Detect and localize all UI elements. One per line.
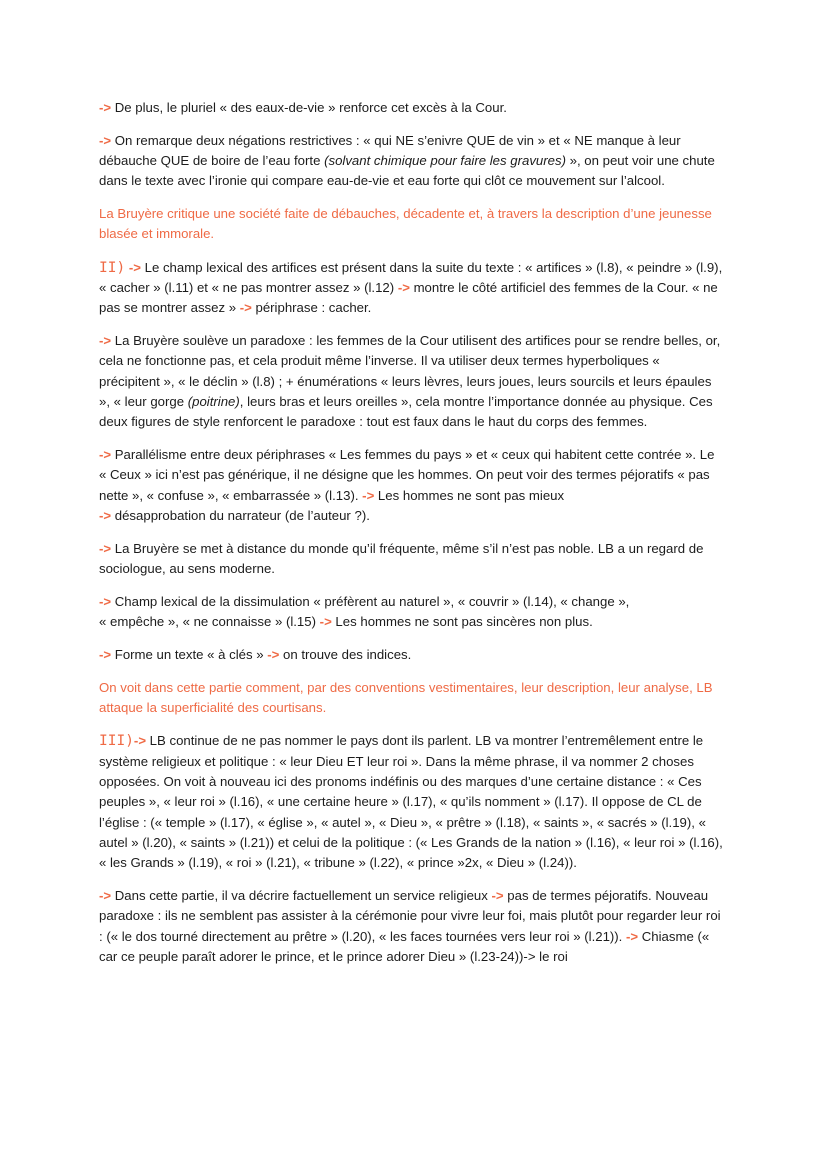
arrow-icon: -> xyxy=(362,487,375,503)
text-run: », on peut voir une chute dans le texte avec l’ironie qui compare eau-de-vie et eau forte qui clôt ce mouvement sur l’alcool. xyxy=(99,153,715,189)
text-run: LB continue de ne pas nommer le pays dont ils parlent. LB va montrer l’entremêlement entre le système religieux et politique : « leur Dieu ET leur roi ». Dans la même phrase, il va nommer 2 choses opposées. On voit à nouveau ici des pronoms indéfinis ou des marques d’une certaine distance : « Ces peuples », « leur roi » (l.16), « une certaine heure » (l.17), « qu’ils nomment » (l.17). Il oppose de CL de l’église : (« temple » (l.17), « église », « autel », « Dieu », « prêtre » (l.18), « saints », « sacrés » (l.19), « autel » (l.20), « saints » (l.21)) et celui de la politique : (« Les Grands de la nation » (l.16), « leur roi » (l.16), « les Grands » (l.19), « roi » (l.21), « tribune » (l.22), « prince »2x, « Dieu » (l.24)). xyxy=(99,733,723,871)
paragraph xyxy=(99,258,724,319)
text-run: Les hommes ne sont pas sincères non plus. xyxy=(331,614,593,630)
text-run: Le champ lexical des artifices est présent dans la suite du texte : « artifices » (l.8), « peindre » (l.9), « cacher » (l.11) et « ne pas montrer assez » (l.12) xyxy=(99,259,723,296)
text-run: « empêche », « ne connaisse » (l.15) xyxy=(99,614,320,630)
text-run: La Bruyère se met à distance du monde qu’il fréquente, même s’il n’est pas noble. LB a un regard de sociologue, au sens moderne. xyxy=(99,540,704,577)
arrow-icon: -> xyxy=(319,614,332,630)
section-summary xyxy=(99,678,724,719)
text-run: Chiasme (« car ce peuple paraît adorer le prince, et le prince adorer Dieu » (l.23-24))-> le roi xyxy=(99,928,710,964)
arrow-icon: -> xyxy=(99,888,112,903)
part-number: II) xyxy=(99,259,126,276)
paragraph xyxy=(99,645,724,665)
arrow-icon: -> xyxy=(239,300,252,316)
arrow-icon: -> xyxy=(99,100,112,115)
text-run: périphrase : cacher. xyxy=(251,300,372,316)
arrow-icon: -> xyxy=(397,280,410,296)
text-run: Parallélisme entre deux périphrases « Les femmes du pays » et « ceux qui habitent cette contrée ». Le « Ceux » ici n’est pas générique, il ne désigne que les hommes. On peut voir des termes péjoratifs « pas nette », « confuse », « embarrassée » (l.13). xyxy=(99,447,715,503)
paragraph xyxy=(99,98,724,118)
italic-note: (poitrine) xyxy=(187,394,240,410)
arrow-icon: -> xyxy=(133,733,147,749)
arrow-icon: -> xyxy=(99,540,112,556)
text-run: on trouve des indices. xyxy=(279,647,412,663)
paragraph xyxy=(99,592,724,633)
arrow-icon: -> xyxy=(99,132,112,148)
arrow-icon: -> xyxy=(99,508,112,524)
paragraph xyxy=(99,131,724,192)
arrow-icon: -> xyxy=(128,259,141,275)
arrow-icon: -> xyxy=(491,888,504,903)
text-run: La Bruyère soulève un paradoxe : les femmes de la Cour utilisent des artifices pour se rendre belles, or, cela ne fonctionne pas, et cela produit même l’inverse. Il va utiliser deux termes hyperboliques « précipitent », « le déclin » (l.8) ; + énumérations « leurs lèvres, leurs joues, leurs sourcils et leurs épaules », « leur gorge xyxy=(99,333,721,410)
italic-note: (solvant chimique pour faire les gravures) xyxy=(324,153,566,169)
text-run: Champ lexical de la dissimulation « préfèrent au naturel », « couvrir » (l.14), « change », xyxy=(111,593,630,609)
text-run: On voit dans cette partie comment, par des conventions vestimentaires, leur description, leur analyse, LB attaque la superficialité des courtisans. xyxy=(99,679,713,716)
paragraph xyxy=(99,445,724,526)
paragraph xyxy=(99,331,724,432)
arrow-icon: -> xyxy=(99,593,112,609)
text-run: pas de termes péjoratifs. Nouveau paradoxe : ils ne semblent pas assister à la cérémonie pour vivre leur foi, mais plutôt pour regarder leur roi : (« le dos tourné directement au prêtre » (l.20), « les faces tournées vers leur roi » (l.21)). xyxy=(99,888,721,944)
arrow-icon: -> xyxy=(99,647,112,663)
text-run: désapprobation du narrateur (de l’auteur ?). xyxy=(111,508,370,524)
text-run: Dans cette partie, il va décrire factuellement un service religieux xyxy=(111,888,492,903)
text-run: , leurs bras et leurs oreilles », cela montre l’importance donnée au physique. Ces deux figures de style renforcent le paradoxe : tout est faux dans le haut du corps des femmes. xyxy=(99,394,713,430)
section-summary xyxy=(99,204,724,245)
paragraph xyxy=(99,539,724,580)
text-run: Les hommes ne sont pas mieux xyxy=(374,487,565,503)
text-run: On remarque deux négations restrictives : « qui NE s’enivre QUE de vin » et « NE manque à leur débauche QUE de boire de l’eau forte xyxy=(99,132,681,169)
paragraph xyxy=(99,886,724,967)
part-number: III) xyxy=(99,733,134,750)
text-run: Forme un texte « à clés » xyxy=(111,647,268,663)
arrow-icon: -> xyxy=(626,928,639,944)
arrow-icon: -> xyxy=(99,333,112,349)
paragraph xyxy=(99,731,724,873)
arrow-icon: -> xyxy=(99,447,112,463)
arrow-icon: -> xyxy=(267,647,280,663)
text-run: De plus, le pluriel « des eaux-de-vie » renforce cet excès à la Cour. xyxy=(111,100,507,115)
text-run: La Bruyère critique une société faite de débauches, décadente et, à travers la description d’une jeunesse blasée et immorale. xyxy=(99,206,712,242)
text-run: montre le côté artificiel des femmes de la Cour. « ne pas se montrer assez » xyxy=(99,280,718,316)
